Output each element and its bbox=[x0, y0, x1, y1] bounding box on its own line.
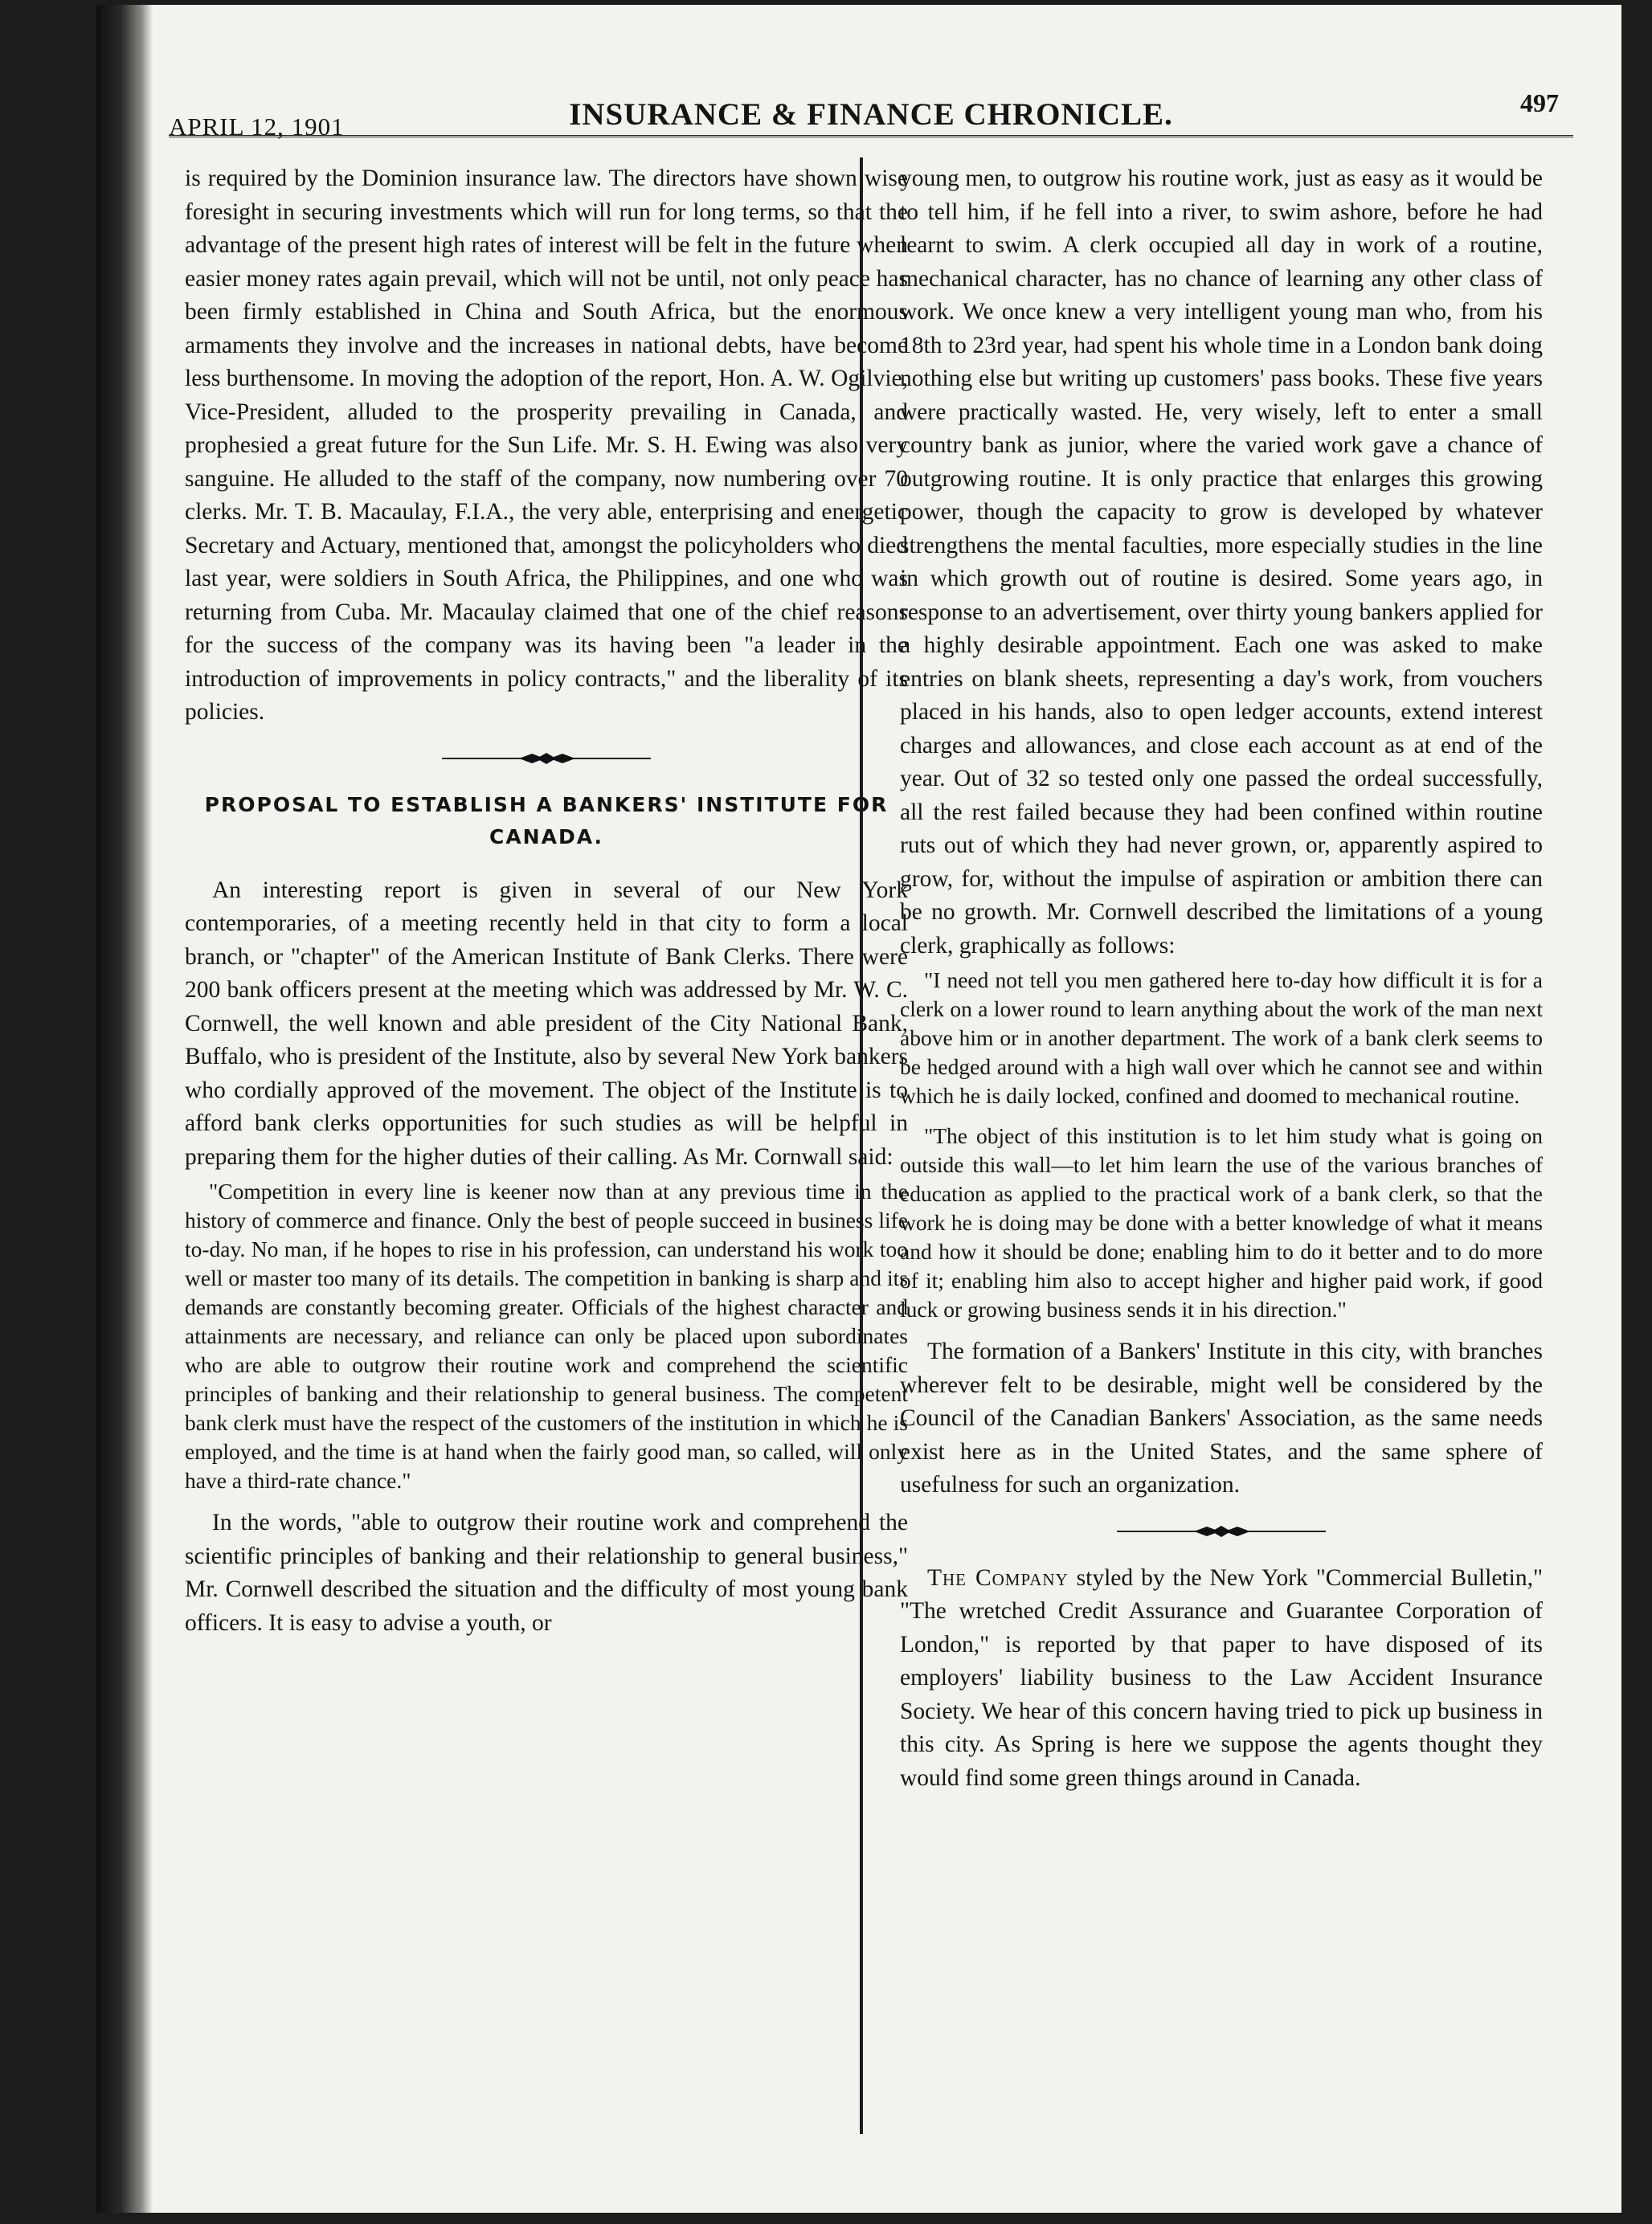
quotation-paragraph: "I need not tell you men gathered here to-day how difficult it is for a clerk on a lower round to learn anything about the work of the man next above him or in another department. The work of a bank clerk seems to be hedged around with a high wall over which he cannot see and within which he is daily locked, confined and doomed to mechanical routine. bbox=[900, 967, 1543, 1108]
article-continuation-paragraph: is required by the Dominion insurance law. The directors have shown wise foresight in securing investments which will run for long terms, so that the advantage of the present high rates of interest will be felt in the future when easier money rates again prevail, which will not be until, not only peace has been firmly established in China and South Africa, but the enormous armaments they involve and the increases in national debts, have become less burthensome. In moving the adoption of the report, Hon. A. W. Ogilvie, Vice-President, alluded to the prosperity prevailing in Canada, and prophesied a great future for the Sun Life. Mr. S. H. Ewing was also very sanguine. He alluded to the staff of the company, now numbering over 70 clerks. Mr. T. B. Macaulay, F.I.A., the very able, enterprising and energetic Secretary and Actuary, mentioned that, amongst the policyholders who died last year, were soldiers in South Africa, the Philippines, and one who was returning from Cuba. Mr. Macaulay claimed that one of the chief reasons for the success of the company was its having been "a leader in the introduction of improvements in policy contracts," and the liberality of its policies. bbox=[185, 166, 908, 725]
ornament-divider bbox=[442, 752, 651, 765]
page bbox=[96, 5, 1621, 2213]
ornament-divider bbox=[1117, 1525, 1326, 1538]
quotation-paragraph: "The object of this institution is to let him study what is going on outside this wall—to let him learn the use of the various branches of education as applied to the practical work of a bank clerk, so that the work he is doing may be done with a better knowledge of what it means and how it should be done; enabling him to do it better and to do more of it; enabling him also to accept higher and higher paid work, if good luck or growing business sends it in his direction." bbox=[900, 1123, 1543, 1322]
page-header bbox=[169, 79, 1573, 141]
news-brief-paragraph bbox=[900, 1562, 1543, 1796]
article-paragraph: young men, to outgrow his routine work, just as easy as it would be to tell him, if he fell into a river, to swim ashore, before he had learnt to swim. A clerk occupied all day in work of a routine, mechanical character, has no chance of learning any other class of work. We once knew a very intelligent young man who, from his 18th to 23rd year, had spent his whole time in a London bank doing nothing else but writing up customers' pass books. These five years were practically wasted. He, very wisely, left to enter a small country bank as junior, where the varied work gave a chance of outgrowing routine. It is only practice that enlarges this growing power, though the capacity to grow is developed by whatever strengthens the mental faculties, more especially studies in the line in which growth out of routine is desired. Some years ago, in response to an advertisement, over thirty young bankers applied for a highly desirable appointment. Each one was asked to make entries on blank sheets, representing a day's work, from vouchers placed in his hands, also to open ledger accounts, extend interest charges and allowances, and close each account as at end of the year. Out of 32 so tested only one passed the ordeal successfully, all the rest failed because they had been confined within routine ruts out of which they had never grown, or, apparently aspired to grow, for, without the impulse of aspiration or ambition there can be no growth. Mr. Cornwell described the limitations of a young clerk, graphically as follows: bbox=[900, 166, 1543, 959]
news-brief-text: styled by the New York "Commercial Bulletin," "The wretched Credit Assurance and Guarantee Corporation of London," is reported by that paper to have disposed of its employers' liability business to the Law Accident Insurance Society. We hear of this concern having tried to pick up business in this city. As Spring is here we suppose the agents thought they would find some green things around in Canada. bbox=[900, 1564, 1543, 1791]
quotation-paragraph: "Competition in every line is keener now than at any previous time in the history of commerce and finance. Only the best of people succeed in business life to-day. No man, if he hopes to rise in his profession, can understand his work too well or master too many of its details. The competition in banking is sharp and its demands are constantly becoming greater. Officials of the highest character and attainments are necessary, and reliance can only be placed upon subordinates who are able to outgrow their routine work and comprehend the scientific principles of banking and their relationship to general business. The competent bank clerk must have the respect of the customers of the institution in which he is employed, and the time is at hand when the fairly good man, so called, will only have a third-rate chance." bbox=[185, 1179, 908, 1493]
right-column bbox=[900, 162, 1543, 1798]
left-column bbox=[185, 162, 908, 1643]
article-headline: PROPOSAL TO ESTABLISH A BANKERS' INSTITUTE FOR CANADA. bbox=[204, 792, 889, 848]
issue-date: APRIL 12, 1901 bbox=[169, 112, 345, 141]
page-binding-shadow bbox=[96, 5, 153, 2213]
article-paragraph: The formation of a Bankers' Institute in this city, with branches wherever felt to be desirable, might well be considered by the Council of the Canadian Bankers' Association, as the same needs exist here as in the United States, and the same sphere of usefulness for such an organization. bbox=[900, 1339, 1543, 1498]
page-number: 497 bbox=[1520, 88, 1559, 117]
article-paragraph: In the words, "able to outgrow their routine work and comprehend the scientific principles of banking and their relationship to general business," Mr. Cornwell described the situation and the difficulty of most young bank officers. It is easy to advise a youth, or bbox=[185, 1510, 908, 1636]
publication-title: INSURANCE & FINANCE CHRONICLE. bbox=[569, 97, 1173, 132]
article-paragraph: An interesting report is given in several of our New York contemporaries, of a meeting recently held in that city to form a local branch, or "chapter" of the American Institute of Bank Clerks. There were 200 bank officers present at the meeting which was addressed by Mr. W. C. Cornwell, the well known and able president of the City National Bank, Buffalo, who is president of the Institute, also by several New York bankers who cordially approved of the movement. The object of the Institute is to afford bank clerks opportunities for such studies as will be helpful in preparing them for the higher duties of their calling. As Mr. Cornwall said: bbox=[185, 877, 908, 1170]
news-brief-lead: The Company bbox=[927, 1564, 1069, 1591]
